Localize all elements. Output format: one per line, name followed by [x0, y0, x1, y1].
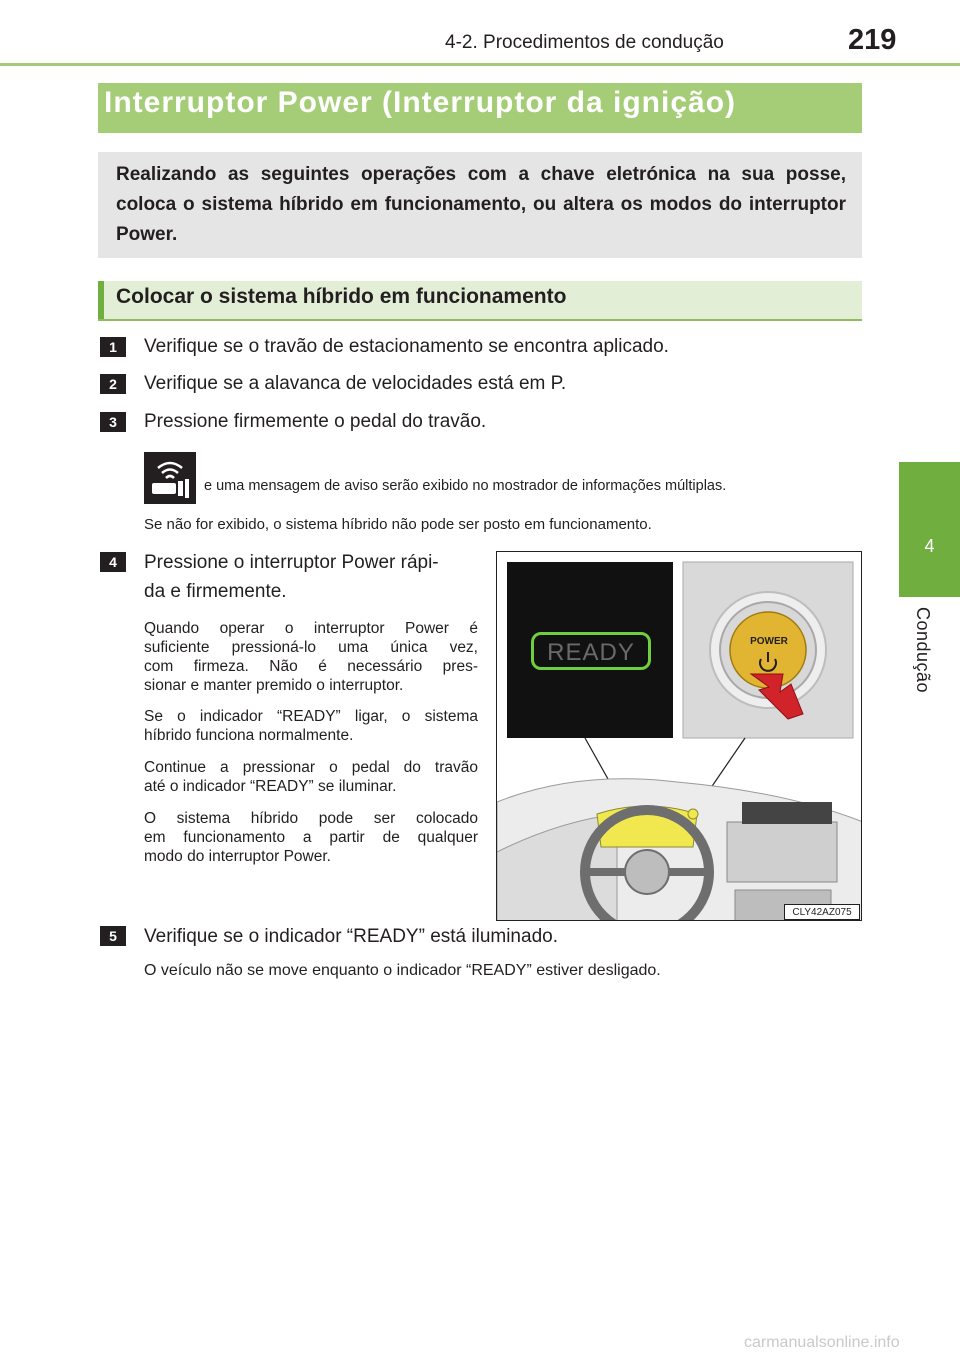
step-number-1: 1: [100, 337, 126, 357]
dashboard-illustration: [496, 551, 862, 921]
step4-para-1-line2: suficiente pressioná-lo uma única vez,: [144, 639, 478, 656]
step4-para-1-line1: Quando operar o interruptor Power é: [144, 620, 478, 637]
page-title: Interruptor Power (Interruptor da ignição): [104, 86, 737, 119]
section-heading: 4-2. Procedimentos de condução: [445, 32, 724, 53]
step3-note: Se não for exibido, o sistema híbrido não pode ser posto em funcionamento.: [144, 516, 652, 533]
figure-code: CLY42AZ075: [784, 904, 860, 920]
subsection-rule: [98, 319, 862, 321]
power-button-label: POWER: [750, 636, 788, 647]
intro-text: Realizando as seguintes operações com a chave eletrónica na sua posse, coloca o sistema híbrido em funcionamento, ou altera os modos do interruptor Power.: [116, 164, 846, 245]
subsection-title: Colocar o sistema híbrido em funcionamento: [116, 285, 567, 308]
watermark: carmanualsonline.info: [744, 1334, 900, 1351]
step-text-5: Verifique se o indicador “READY” está iluminado.: [144, 926, 558, 947]
step4-para-4-line1: O sistema híbrido pode ser colocado: [144, 810, 478, 827]
step4-para-1-line3: com firmeza. Não é necessário pres-: [144, 658, 478, 675]
ready-indicator: [531, 632, 651, 670]
step-text-2: Verifique se a alavanca de velocidades está em P.: [144, 373, 567, 394]
step-text-4-line1: Pressione o interruptor Power rápi-: [144, 552, 439, 573]
step-number-3: 3: [100, 412, 126, 432]
step4-para-1-line4: sionar e manter premido o interruptor.: [144, 677, 404, 694]
step5-note: O veículo não se move enquanto o indicador “READY” estiver desligado.: [144, 962, 661, 979]
chapter-number: 4: [924, 536, 935, 556]
step4-para-2-line1: Se o indicador “READY” ligar, o sistema: [144, 708, 478, 725]
step-number-2: 2: [100, 374, 126, 394]
step4-para-3-line2: até o indicador “READY” se iluminar.: [144, 778, 397, 795]
chapter-label: Condução: [913, 607, 933, 694]
step-number-5: 5: [100, 926, 126, 946]
step4-para-4-line2: em funcionamento a partir de qualquer: [144, 829, 478, 846]
page-number: 219: [848, 24, 897, 56]
ready-indicator-label: READY: [547, 639, 635, 666]
step-number-4: 4: [100, 552, 126, 572]
step-text-4-line2: da e firmemente.: [144, 581, 287, 602]
step-text-3: Pressione firmemente o pedal do travão.: [144, 411, 487, 432]
header-rule: [0, 63, 960, 66]
step4-para-3-line1: Continue a pressionar o pedal do travão: [144, 759, 478, 776]
chapter-tab: [899, 462, 960, 597]
step-text-1: Verifique se o travão de estacionamento se encontra aplicado.: [144, 336, 669, 357]
step3-icon-note: e uma mensagem de aviso serão exibido no mostrador de informações múltiplas.: [204, 478, 727, 494]
step4-para-4-line3: modo do interruptor Power.: [144, 848, 331, 865]
step4-para-2-line2: híbrido funciona normalmente.: [144, 727, 354, 744]
key-system-indicator-icon: [144, 452, 196, 504]
